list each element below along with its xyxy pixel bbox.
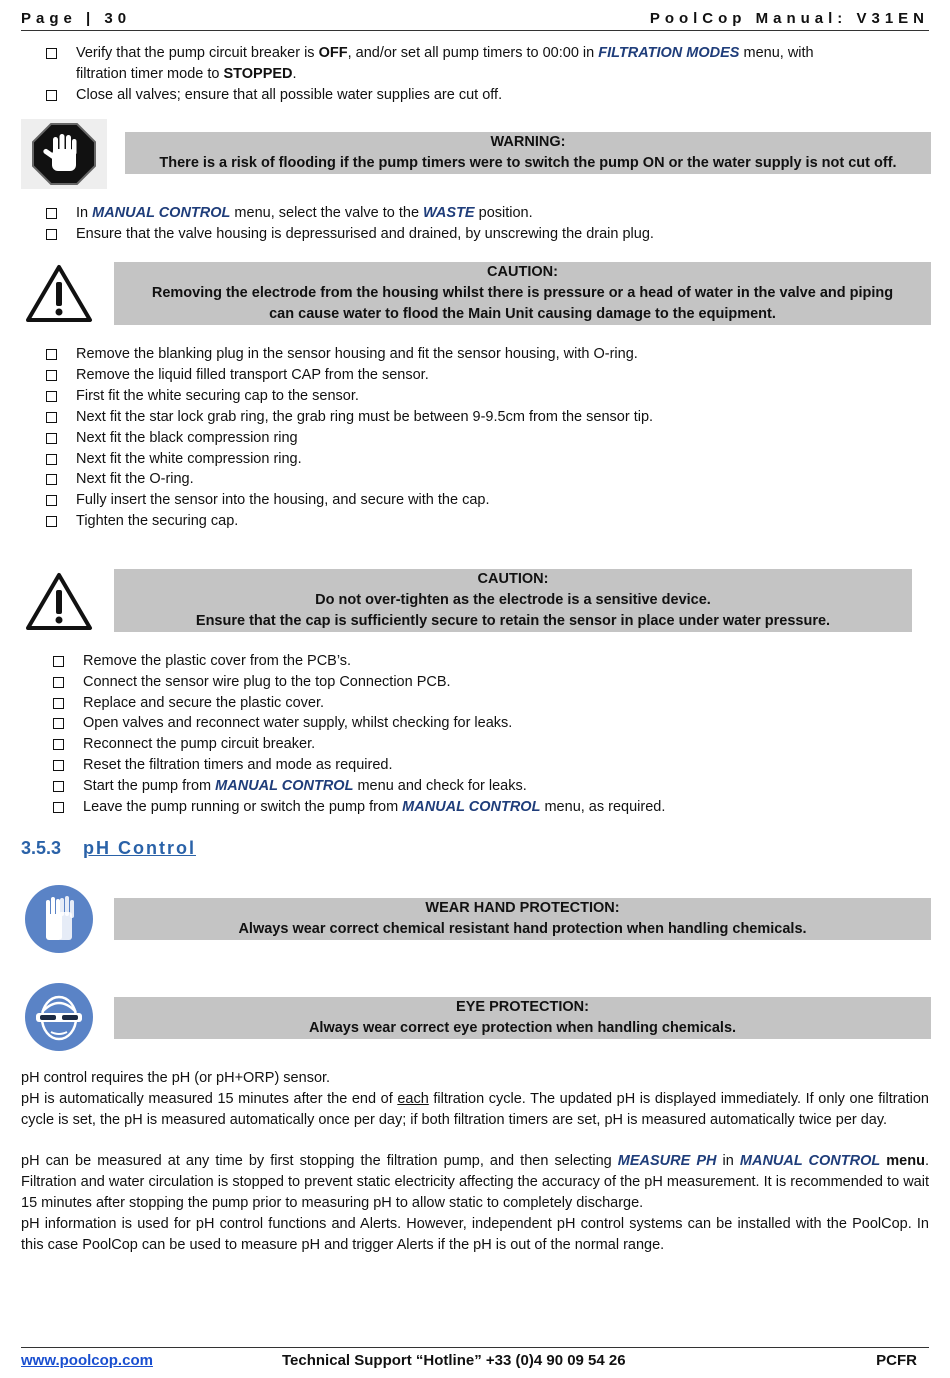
caution-line: Do not over-tighten as the electrode is a sensitive device. (315, 592, 711, 608)
website-link[interactable]: www.poolcop.com (21, 1352, 153, 1369)
checkbox-icon (46, 229, 57, 240)
body-paragraph: pH control requires the pH (or pH+ORP) sensor. (21, 1070, 331, 1086)
list-item: Tighten the securing cap. (76, 513, 239, 530)
section-number: 3.5.3 (21, 838, 62, 858)
checkbox-icon (46, 454, 57, 465)
hand-protection-title: WEAR HAND PROTECTION: (425, 900, 620, 916)
page-number: Page | 30 (21, 10, 132, 27)
gloves-icon (24, 884, 94, 954)
list-item: Open valves and reconnect water supply, whilst checking for leaks. (83, 715, 513, 732)
caution-line: Ensure that the cap is sufficiently secure to retain the sensor in place under water pressure. (195, 613, 831, 629)
list-item: Close all valves; ensure that all possible water supplies are cut off. (76, 87, 503, 103)
list-item: Next fit the star lock grab ring, the grab ring must be between 9-9.5cm from the sensor tip. (76, 408, 654, 425)
list-item: Remove the plastic cover from the PCB’s. (83, 653, 352, 669)
list-item: Replace and secure the plastic cover. (83, 694, 324, 711)
body-paragraph: pH is automatically measured 15 minutes after the end of each filtration cycle. The updated pH is displayed immediately. If only one filtration cycle is set, the pH is measured automatically once per day; if both filtration timers are set, pH is measured automatically twice per day. (21, 1091, 929, 1128)
list-item: Next fit the O-ring. (76, 471, 194, 488)
support-hotline: Technical Support “Hotline” +33 (0)4 90 09 54 26 (282, 1352, 626, 1369)
caution-title: CAUTION: (477, 571, 549, 587)
checkbox-icon (46, 412, 57, 423)
checkbox-icon (46, 433, 57, 444)
caution-title: CAUTION: (487, 264, 558, 280)
manual-title: PoolCop Manual: V31EN (649, 10, 929, 27)
checkbox-icon (46, 474, 57, 485)
warning-triangle-icon (24, 262, 94, 324)
body-paragraph: pH can be measured at any time by first stopping the filtration pump, and then selecting MEASURE PH in MANUAL CONTROL menu. Filtration and water circulation is stopped to prevent static electricity affecting the accuracy of the pH measurement. It is recommended to wait 15 minutes after stopping the pump prior to measuring pH to allow static to completely discharge. (21, 1153, 929, 1211)
list-item: Next fit the black compression ring (76, 429, 298, 446)
eye-protection-text: Always wear correct eye protection when handling chemicals. (308, 1020, 737, 1036)
list-item: First fit the white securing cap to the sensor. (76, 387, 359, 404)
warning-title: WARNING: (490, 134, 566, 150)
section-title: pH Control (83, 838, 196, 858)
checkbox-icon (46, 48, 57, 59)
list-item: Fully insert the sensor into the housing, and secure with the cap. (76, 492, 490, 509)
list-item: Reset the filtration timers and mode as required. (83, 757, 393, 773)
hand-protection-text: Always wear correct chemical resistant hand protection when handling chemicals. (238, 921, 807, 937)
checkbox-icon (46, 370, 57, 381)
checkbox-icon (53, 656, 64, 667)
list-item-continuation: filtration timer mode to STOPPED. (76, 66, 297, 82)
list-item: Remove the liquid filled transport CAP from the sensor. (76, 366, 429, 383)
warning-text: There is a risk of flooding if the pump timers were to switch the pump ON or the water supply is not cut off. (159, 155, 897, 171)
checkbox-icon (46, 208, 57, 219)
footer-code: PCFR (876, 1352, 917, 1369)
page-footer (21, 1347, 929, 1378)
caution-box (114, 262, 931, 325)
eye-protection-box (114, 997, 931, 1039)
section-heading (21, 838, 196, 859)
list-item: Leave the pump running or switch the pump from MANUAL CONTROL menu, as required. (83, 798, 666, 815)
caution-box (114, 569, 912, 632)
list-item: Remove the blanking plug in the sensor housing and fit the sensor housing, with O-ring. (76, 346, 638, 362)
stop-hand-icon (21, 119, 107, 189)
caution-line: Removing the electrode from the housing whilst there is pressure or a head of water in the valve and piping (151, 285, 894, 301)
list-item: Verify that the pump circuit breaker is OFF, and/or set all pump timers to 00:00 in FILTRATION MODES menu, with (76, 45, 814, 61)
checkbox-icon (53, 739, 64, 750)
list-item: Connect the sensor wire plug to the top Connection PCB. (83, 673, 451, 690)
body-paragraph: pH information is used for pH control functions and Alerts. However, independent pH control systems can be installed with the PoolCop. In this case PoolCop can be used to measure pH and trigger Alerts if the pH is out of the normal range. (21, 1216, 929, 1253)
page-header (21, 8, 929, 31)
checkbox-icon (53, 781, 64, 792)
list-item: Next fit the white compression ring. (76, 450, 302, 467)
checkbox-icon (53, 698, 64, 709)
warning-box (125, 132, 931, 174)
checkbox-icon (53, 802, 64, 813)
goggles-icon (24, 982, 94, 1052)
checkbox-icon (53, 760, 64, 771)
checkbox-icon (53, 677, 64, 688)
list-item: In MANUAL CONTROL menu, select the valve to the WASTE position. (76, 205, 533, 221)
caution-line: can cause water to flood the Main Unit causing damage to the equipment. (269, 306, 776, 322)
list-item: Reconnect the pump circuit breaker. (83, 736, 316, 753)
eye-protection-title: EYE PROTECTION: (456, 999, 589, 1015)
checkbox-icon (46, 90, 57, 101)
checkbox-icon (46, 391, 57, 402)
warning-triangle-icon (24, 570, 94, 632)
hand-protection-box (114, 898, 931, 940)
list-item: Start the pump from MANUAL CONTROL menu and check for leaks. (83, 777, 527, 794)
checkbox-icon (46, 349, 57, 360)
checkbox-icon (46, 516, 57, 527)
checkbox-icon (46, 495, 57, 506)
checkbox-icon (53, 718, 64, 729)
list-item: Ensure that the valve housing is depressurised and drained, by unscrewing the drain plug. (76, 226, 654, 242)
